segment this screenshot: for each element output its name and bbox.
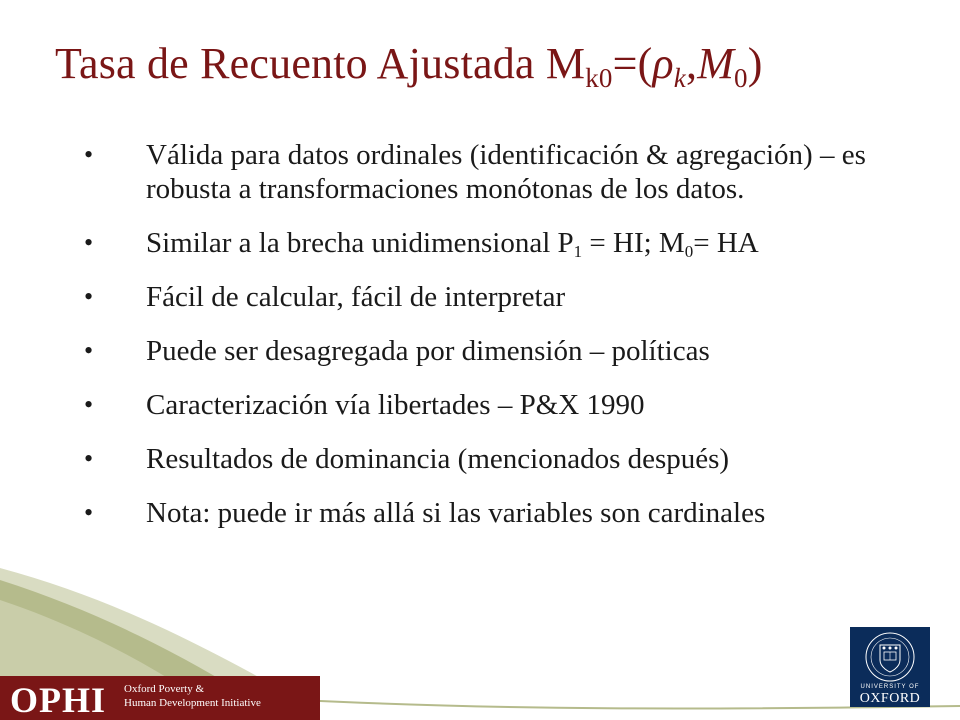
bullet-icon: •	[84, 228, 94, 257]
bullet-icon: •	[84, 390, 94, 419]
bullet-item: • Resultados de dominancia (mencionados después)	[84, 443, 730, 475]
bullet-item: • Nota: puede ir más allá si las variables son cardinales	[84, 497, 766, 529]
oxford-crest-icon	[863, 630, 917, 684]
university-name: OXFORD	[859, 691, 921, 706]
bullet-list	[80, 138, 880, 550]
bullet-item: • Válida para datos ordinales (identificación & agregación) – es robusta a transformaciones monótonas de los datos.	[84, 139, 866, 205]
bullet-icon: •	[84, 336, 94, 365]
bullet-icon: •	[84, 282, 94, 311]
slide-title: Tasa de Recuento Ajustada $M_{k0}=(\rho_k,M_0)$	[55, 39, 763, 93]
oxford-logo	[850, 627, 930, 707]
bullet-item: • Puede ser desagregada por dimensión – políticas	[84, 335, 710, 367]
bullet-item: • Similar a la brecha unidimensional $P_1$ = HI; $M_0=$ HA	[84, 227, 759, 261]
university-label: UNIVERSITY OF	[860, 684, 920, 690]
bullet-icon: •	[84, 444, 94, 473]
bullet-icon: •	[84, 140, 94, 169]
ophi-logo: OPHI	[10, 680, 107, 720]
ophi-tagline: Oxford Poverty & Human Development Initiative	[124, 683, 261, 709]
bullet-icon: •	[84, 498, 94, 527]
bullet-item: • Caracterización vía libertades – P&X 1990	[84, 389, 645, 421]
bullet-item: • Fácil de calcular, fácil de interpretar	[84, 281, 566, 313]
